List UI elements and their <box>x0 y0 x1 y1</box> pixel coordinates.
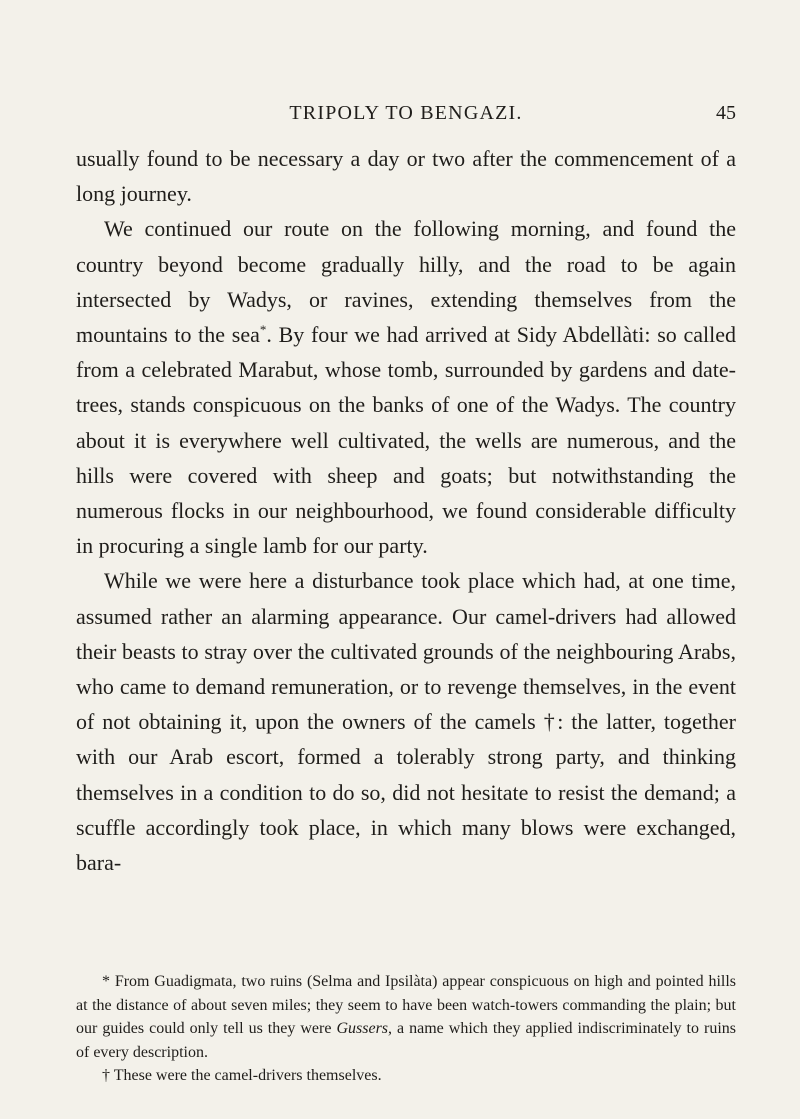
paragraph-text: : the latter, together with our Arab escort, formed a tolerably strong party, and thinking themselves in a condition to do so, did not hesitate to resist the demand; a scuffle accordingly took place, in which many blows were exchanged, bara- <box>76 709 737 876</box>
footnote-marker: † <box>543 709 558 735</box>
page-number: 45 <box>716 102 736 124</box>
paragraph-text: usually found to be necessary a day or two after the commencement of a long journey. <box>76 146 736 207</box>
footnotes <box>76 970 736 1088</box>
paragraph-disturbance <box>76 563 736 880</box>
footnote-text: , a name which they applied indiscriminately to ruins of every description. <box>76 1020 736 1061</box>
footnote-marker: * <box>259 322 267 338</box>
footnote-italic-term: Gussers <box>336 1020 389 1037</box>
paragraph-text: . By four we had arrived at Sidy Abdellàti: so called from a celebrated Marabut, whose tomb, surrounded by gardens and date-trees, stands conspicuous on the banks of one of the Wadys. The country about it is everywhere well cultivated, the wells are numerous, and the hills were covered with sheep and goats; but notwithstanding the numerous flocks in our neighbourhood, we found considerable difficulty in procuring a single lamb for our party. <box>76 322 736 559</box>
running-head <box>76 100 736 130</box>
footnote-text: † These were the camel-drivers themselves. <box>102 1067 382 1084</box>
footnote-2 <box>76 1064 736 1088</box>
footnote-text: * From Guadigmata, two ruins (Selma and Ipsilàta) appear conspicuous on high and pointed hills at the distance of about seven miles; they seem to have been watch-towers commanding the plain; but our guides could only tell us they were <box>76 973 736 1037</box>
running-title: TRIPOLY TO BENGAZI. <box>289 102 523 124</box>
footnote-1 <box>76 970 736 1064</box>
paragraph-continued <box>76 141 736 211</box>
body-text <box>76 141 736 880</box>
paragraph-route <box>76 211 736 563</box>
paragraph-text: We continued our route on the following morning, and found the country beyond become gradually hilly, and the road to be again intersected by Wadys, or ravines, extending themselves from the mountains to the sea <box>76 216 736 348</box>
paragraph-text: While we were here a disturbance took place which had, at one time, assumed rather an alarming appearance. Our camel-drivers had allowed their beasts to stray over the cultivated grounds of the neighbouring Arabs, who came to demand remuneration, or to revenge themselves, in the event of not obtaining it, upon the owners of the camels <box>76 568 736 735</box>
